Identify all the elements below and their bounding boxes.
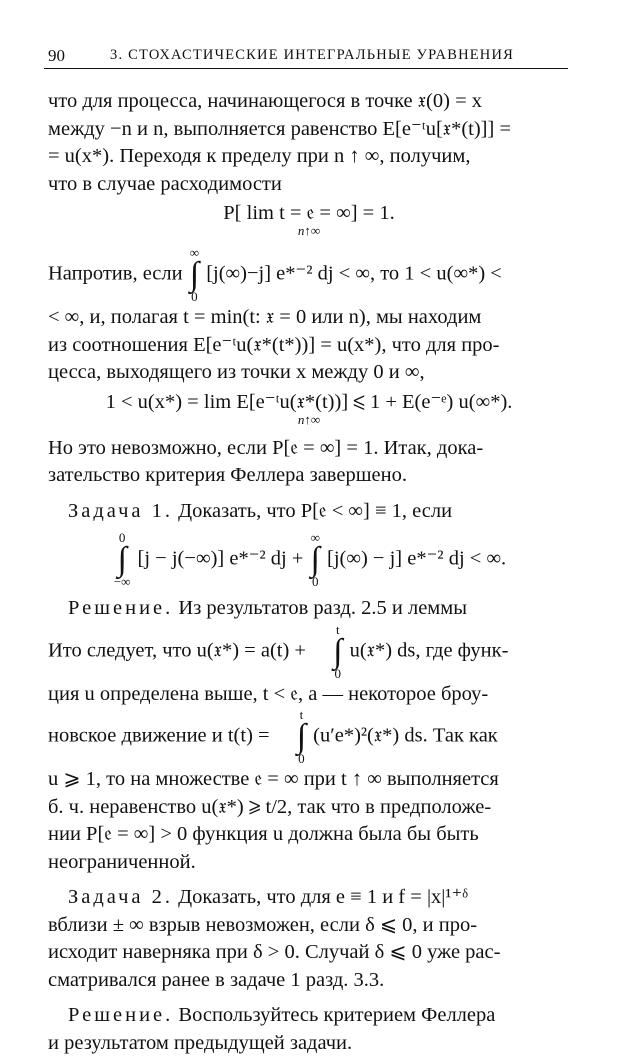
solution-1	[48, 595, 570, 876]
solution-label: Решение.	[68, 597, 174, 619]
text-line: сматривался ранее в задаче 1 разд. 3.3.	[48, 968, 385, 991]
text-span: Доказать, что для e ≡ 1 и f = |x|¹⁺ᵟ	[178, 886, 468, 908]
equation-subscript: n↑∞	[297, 223, 321, 238]
equation-1	[48, 204, 570, 240]
text-line: и результатом предыдущей задачи.	[48, 1031, 353, 1054]
integral-sign: t ∫ 0	[333, 621, 343, 681]
text-span: Доказать, что P[𝔢 < ∞] ≡ 1, если	[178, 499, 453, 522]
task-label: Задача 2.	[68, 886, 173, 908]
text-span: Из результатов разд. 2.5 и леммы	[178, 597, 468, 619]
text-span: [j(∞) − j] e*⁻² dj < ∞.	[327, 547, 507, 570]
integral-sign: t ∫ 0	[296, 707, 307, 766]
text-line: вблизи ± ∞ взрыв невозможен, если δ ⩽ 0, и про-	[48, 913, 478, 936]
text-line: неограниченной.	[48, 850, 196, 873]
paragraph-2	[48, 246, 570, 387]
solution-label: Решение.	[68, 1004, 174, 1026]
integral-sign: 0 ∫ −∞	[113, 530, 131, 589]
running-head-title: 3. СТОХАСТИЧЕСКИЕ ИНТЕГРАЛЬНЫЕ УРАВНЕНИЯ	[110, 47, 515, 63]
text-line: исходит наверняка при δ > 0. Случай δ ⩽ 0 уже рас-	[48, 941, 501, 963]
equation-main: P[ lim t = 𝔢 = ∞] = 1.	[223, 202, 395, 224]
text-line: что для процесса, начинающегося в точке 𝔵(0) = x	[48, 90, 483, 112]
equation-subscript: n↑∞	[297, 411, 321, 427]
paragraph-1	[48, 88, 570, 198]
paragraph-3	[48, 435, 570, 490]
task-label: Задача 1.	[68, 499, 173, 522]
text-line: цесса, выходящего из точки x между 0 и ∞,	[48, 361, 425, 383]
page-number: 90	[48, 46, 65, 65]
task-2	[48, 884, 570, 994]
text-line: ция u определена выше, t < 𝔢, a — некоторое броу-	[48, 682, 489, 705]
text-span: новское движение и t(t) =	[48, 724, 270, 747]
text-line: = u(x*). Переходя к пределу при n ↑ ∞, получим,	[48, 145, 471, 167]
text-span: [j(∞)−j] e*⁻² dj < ∞, то 1 < u(∞*) <	[206, 262, 502, 285]
text-line: u ⩾ 1, то на множестве 𝔢 = ∞ при t ↑ ∞ выполняется	[48, 768, 499, 790]
text-line: из соотношения E[e⁻ᵗu(𝔵*(t*))] = u(x*), что для про-	[48, 333, 500, 356]
text-span: (u′e*)²(𝔵*) ds. Так как	[313, 724, 498, 747]
text-span: Напротив, если	[48, 262, 183, 285]
text-span: [j − j(−∞)] e*⁻² dj +	[137, 547, 304, 570]
page-header	[44, 44, 568, 69]
text-line: нии P[𝔢 = ∞] > 0 функция u должна была бы быть	[48, 823, 479, 845]
text-line: зательство критерия Феллера завершено.	[48, 464, 407, 486]
integral-sign: ∞ ∫ 0	[310, 530, 320, 589]
text-span: Воспользуйтесь критерием Феллера	[178, 1004, 496, 1026]
equation-2	[48, 390, 570, 429]
integral-sign: ∞ ∫ 0	[189, 245, 200, 304]
text-line: б. ч. неравенство u(𝔵*) ⩾ t/2, так что в предположе-	[48, 795, 492, 818]
page-body	[48, 88, 570, 1057]
text-span: Ито следует, что u(𝔵*) = a(t) +	[48, 639, 306, 662]
equation-main: 1 < u(x*) = lim E[e⁻ᵗu(𝔵*(t))] ⩽ 1 + E(e⁻ᵉ) u(∞*).	[105, 390, 513, 413]
solution-2	[48, 1002, 570, 1057]
text-line: между −n и n, выполняется равенство E[e⁻ᵗu[𝔵*(t)]] =	[48, 117, 512, 140]
text-line: что в случае расходимости	[48, 172, 282, 195]
text-line: Но это невозможно, если P[𝔢 = ∞] = 1. Итак, дока-	[48, 436, 484, 459]
text-span: u(𝔵*) ds, где функ-	[349, 639, 509, 662]
equation-3	[48, 531, 570, 589]
text-line: < ∞, и, полагая t = min(t: 𝔵 = 0 или n), мы находим	[48, 306, 482, 328]
task-1	[48, 498, 570, 526]
